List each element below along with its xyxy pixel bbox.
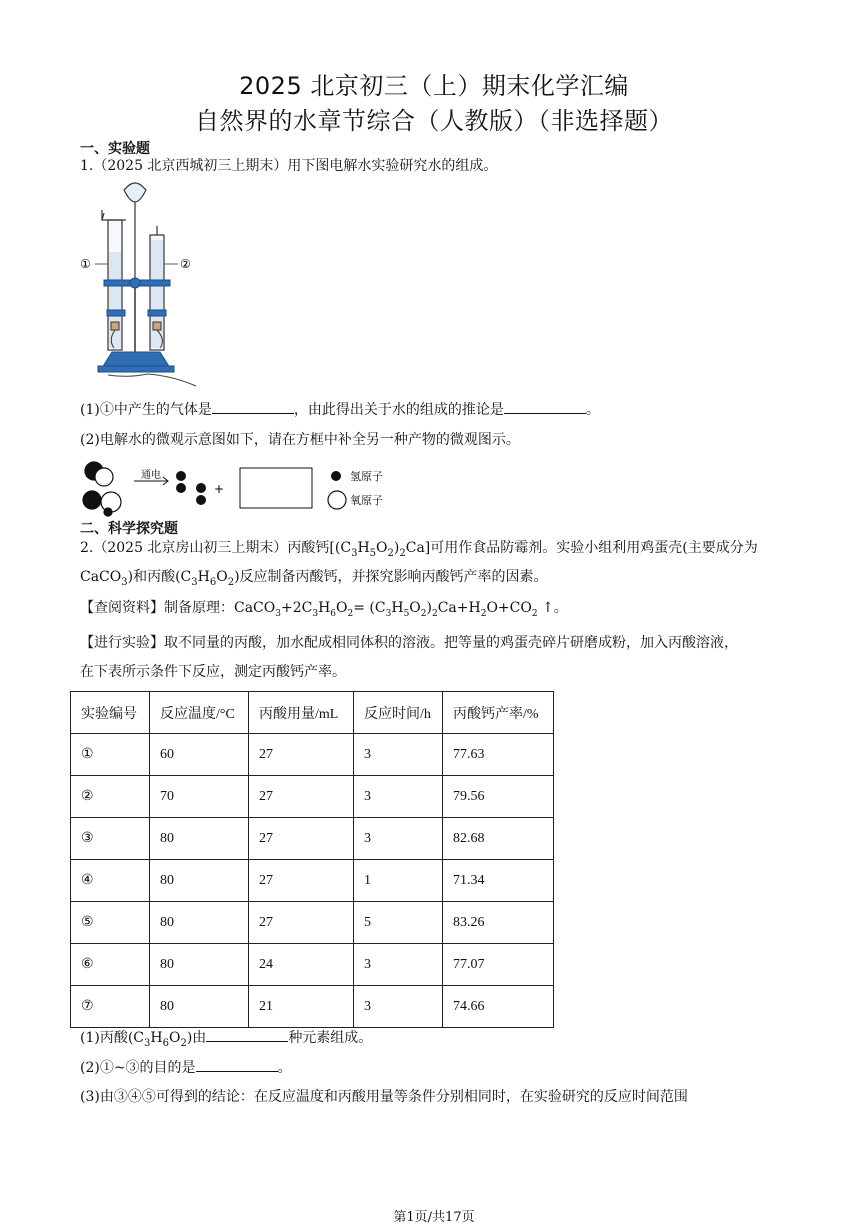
table-cell: 1 — [354, 860, 443, 902]
apparatus-label-2: ② — [180, 257, 191, 271]
table-cell: 80 — [150, 944, 249, 986]
electrolysis-apparatus-figure — [78, 180, 208, 392]
table-cell: 3 — [354, 734, 443, 776]
table-cell: ④ — [71, 860, 150, 902]
table-cell: 5 — [354, 902, 443, 944]
table-cell: 70 — [150, 776, 249, 818]
table-cell: 24 — [249, 944, 354, 986]
table-row — [71, 818, 554, 860]
table-surface — [108, 374, 196, 386]
experiment-description-line2: 在下表所示条件下反应，测定丙酸钙产率。 — [80, 664, 346, 680]
table-row — [71, 902, 554, 944]
table-cell: ② — [71, 776, 150, 818]
table-header-cell: 丙酸用量/mL — [249, 692, 354, 734]
table-cell: 80 — [150, 986, 249, 1028]
question1-part1: (1)①中产生的气体是 ，由此得出关于水的组成的推论是 。 — [80, 399, 808, 420]
table-cell: 71.34 — [443, 860, 554, 902]
table-cell: 77.63 — [443, 734, 554, 776]
table-cell: 60 — [150, 734, 249, 776]
reservoir-funnel — [124, 183, 146, 285]
question1-intro: 1.（2025 北京西城初三上期末）用下图电解水实验研究水的组成。 — [80, 158, 498, 174]
apparatus-label-1: ① — [80, 257, 91, 271]
table-cell: ⑥ — [71, 944, 150, 986]
document-title-line1: 2025 北京初三（上）期末化学汇编 — [239, 72, 629, 100]
water-molecule — [85, 462, 113, 486]
table-cell: ① — [71, 734, 150, 776]
table-cell: 27 — [249, 776, 354, 818]
oxygen-atom-legend-icon — [328, 491, 346, 509]
table-cell: 80 — [150, 902, 249, 944]
table-header-cell: 丙酸钙产率/% — [443, 692, 554, 734]
answer-blank[interactable] — [196, 1057, 278, 1072]
answer-blank[interactable] — [206, 1027, 288, 1042]
table-header-cell: 反应温度/°C — [150, 692, 249, 734]
electrolysis-micro-diagram — [78, 460, 418, 520]
question2-part3: (3)由③④⑤可得到的结论：在反应温度和丙酸用量等条件分别相同时，在实验研究的反应时间范围 — [80, 1089, 688, 1105]
table-cell: 80 — [150, 818, 249, 860]
table-cell: 21 — [249, 986, 354, 1028]
table-cell: 83.26 — [443, 902, 554, 944]
table-header-row — [71, 692, 554, 734]
table-cell: 3 — [354, 986, 443, 1028]
question2-part2: (2)①~③的目的是 。 — [80, 1057, 808, 1078]
answer-box[interactable] — [240, 468, 312, 508]
water-molecule — [83, 491, 121, 516]
table-cell: 27 — [249, 818, 354, 860]
table-row — [71, 986, 554, 1028]
table-cell: ⑦ — [71, 986, 150, 1028]
experiment-description-line1: 【进行实验】取不同量的丙酸，加水配成相同体积的溶液。把等量的鸡蛋壳碎片研磨成粉，加入丙酸溶液， — [80, 635, 738, 651]
answer-blank[interactable] — [504, 399, 586, 414]
table-header-cell: 实验编号 — [71, 692, 150, 734]
page-number: 第1页/共17页 — [393, 1210, 475, 1225]
table-cell: 3 — [354, 818, 443, 860]
experiment-data-table — [70, 691, 554, 1028]
table-row — [71, 860, 554, 902]
question2-part1: (1)丙酸$(C_3H_6O_2)$由 种元素组成。 — [80, 1027, 808, 1054]
document-title-line2: 自然界的水章节综合（人教版）（非选择题） — [195, 107, 673, 135]
table-row — [71, 944, 554, 986]
section1-heading: 一、实验题 — [80, 141, 150, 157]
arrow-condition: 通电 — [141, 470, 161, 481]
reference-material: 【查阅资料】制备原理：$CaCO_3+2C_3H_6O_2= (C_3H_5O_2)_2Ca+H_2O+CO_2$ ↑。 — [80, 600, 568, 619]
chemical-equation: $CaCO_3+2C_3H_6O_2= (C_3H_5O_2)_2Ca+H_2O+CO_2$ ↑。 — [234, 600, 568, 619]
right-tube — [150, 226, 164, 350]
table-header-cell: 反应时间/h — [354, 692, 443, 734]
table-cell: 27 — [249, 734, 354, 776]
table-cell: ③ — [71, 818, 150, 860]
table-cell: 79.56 — [443, 776, 554, 818]
table-cell: 74.66 — [443, 986, 554, 1028]
table-row — [71, 776, 554, 818]
question2-intro-line2: CaCO$_3$)和丙酸$(C_3H_6O_2)$反应制备丙酸钙，并探究影响丙酸钙产率的因素。 — [80, 569, 548, 588]
table-cell: 80 — [150, 860, 249, 902]
hydrogen-molecule — [176, 471, 186, 493]
table-cell: 3 — [354, 776, 443, 818]
table-cell: 82.68 — [443, 818, 554, 860]
question1-part2: (2)电解水的微观示意图如下，请在方框中补全另一种产物的微观图示。 — [80, 432, 520, 448]
hydrogen-atom-legend-icon — [331, 471, 341, 481]
table-cell: 77.07 — [443, 944, 554, 986]
table-row — [71, 734, 554, 776]
legend-oxygen-label: 氧原子 — [350, 494, 383, 507]
base-stand — [98, 352, 174, 372]
table-cell: 27 — [249, 860, 354, 902]
legend-hydrogen-label: 氢原子 — [350, 470, 383, 483]
question2-intro-line1: 2.（2025 北京房山初三上期末）丙酸钙$[(C_3H_5O_2)_2Ca]$可用作食品防霉剂。实验小组利用鸡蛋壳(主要成分为 — [80, 540, 758, 559]
hydrogen-molecule — [196, 483, 206, 505]
table-cell: 3 — [354, 944, 443, 986]
table-cell: 27 — [249, 902, 354, 944]
answer-blank[interactable] — [212, 399, 294, 414]
plus-sign: + — [214, 482, 225, 496]
section2-heading: 二、科学探究题 — [80, 521, 178, 537]
table-cell: ⑤ — [71, 902, 150, 944]
